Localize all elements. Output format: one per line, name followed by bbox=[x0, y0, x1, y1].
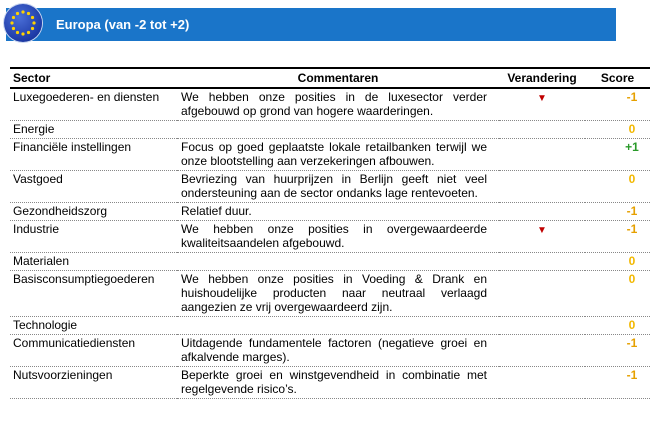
sector-cell: Materialen bbox=[10, 253, 177, 271]
score-cell bbox=[585, 253, 650, 271]
comment-cell bbox=[177, 253, 499, 271]
score-cell bbox=[585, 271, 650, 317]
star-icon bbox=[16, 12, 19, 15]
table-row bbox=[10, 253, 650, 271]
score-value: 0 bbox=[628, 318, 636, 332]
star-icon bbox=[27, 31, 30, 34]
sector-cell: Energie bbox=[10, 121, 177, 139]
sector-cell: Basisconsumptiegoederen bbox=[10, 271, 177, 317]
change-cell bbox=[499, 367, 585, 399]
table-row bbox=[10, 171, 650, 203]
star-icon bbox=[32, 21, 35, 24]
section-title: Europa (van -2 tot +2) bbox=[56, 17, 190, 32]
comment-cell: Focus op goed geplaatste lokale retailbanken terwijl we onze blootstelling aan verzekeringen afbouwen. bbox=[177, 139, 499, 171]
star-icon bbox=[12, 16, 15, 19]
score-value: 0 bbox=[628, 272, 636, 286]
table-row bbox=[10, 221, 650, 253]
table-row bbox=[10, 203, 650, 221]
score-cell bbox=[585, 203, 650, 221]
change-cell bbox=[499, 88, 585, 121]
sector-cell: Luxegoederen- en diensten bbox=[10, 88, 177, 121]
comment-cell: Bevriezing van huurprijzen in Berlijn geeft niet veel ondersteuning aan de sector ondanks lage rentevoeten. bbox=[177, 171, 499, 203]
star-icon bbox=[27, 12, 30, 15]
change-cell bbox=[499, 121, 585, 139]
score-cell bbox=[585, 367, 650, 399]
score-cell bbox=[585, 335, 650, 367]
column-header-comment: Commentaren bbox=[177, 68, 499, 88]
eu-flag-icon bbox=[4, 4, 42, 42]
comment-cell bbox=[177, 317, 499, 335]
score-value: -1 bbox=[626, 222, 638, 236]
star-icon bbox=[31, 27, 34, 30]
star-icon bbox=[21, 10, 24, 13]
comment-cell: Uitdagende fundamentele factoren (negatieve groei en afkalvende marges). bbox=[177, 335, 499, 367]
score-cell bbox=[585, 171, 650, 203]
comment-cell: Beperkte groei en winstgevendheid in combinatie met regelgevende risico’s. bbox=[177, 367, 499, 399]
star-icon bbox=[16, 31, 19, 34]
sector-cell: Industrie bbox=[10, 221, 177, 253]
score-value: -1 bbox=[626, 368, 638, 382]
sector-cell: Nutsvoorzieningen bbox=[10, 367, 177, 399]
change-cell bbox=[499, 203, 585, 221]
table-row bbox=[10, 317, 650, 335]
score-value: 0 bbox=[628, 122, 636, 136]
section-banner bbox=[6, 8, 616, 41]
comment-cell: We hebben onze posities in Voeding & Drank en huishoudelijke producten naar neutraal verlaagd aangezien ze vrij overgewaardeerd zijn. bbox=[177, 271, 499, 317]
change-cell bbox=[499, 271, 585, 317]
down-arrow-icon: ▼ bbox=[537, 225, 547, 236]
star-icon bbox=[31, 16, 34, 19]
score-cell bbox=[585, 88, 650, 121]
change-cell bbox=[499, 253, 585, 271]
column-header-sector: Sector bbox=[10, 68, 177, 88]
column-header-score: Score bbox=[585, 68, 650, 88]
comment-cell: We hebben onze posities in de luxesector verder afgebouwd op grond van hogere waarderingen. bbox=[177, 88, 499, 121]
change-cell bbox=[499, 139, 585, 171]
score-value: +1 bbox=[625, 140, 639, 154]
change-cell bbox=[499, 317, 585, 335]
score-value: -1 bbox=[626, 204, 638, 218]
table-row bbox=[10, 271, 650, 317]
table-row bbox=[10, 367, 650, 399]
comment-cell: We hebben onze posities in overgewaardeerde kwaliteitsaandelen afgebouwd. bbox=[177, 221, 499, 253]
star-icon bbox=[10, 21, 13, 24]
sector-cell: Technologie bbox=[10, 317, 177, 335]
table-row bbox=[10, 88, 650, 121]
score-value: -1 bbox=[626, 90, 638, 104]
score-value: -1 bbox=[626, 336, 638, 350]
sector-cell: Vastgoed bbox=[10, 171, 177, 203]
change-cell bbox=[499, 221, 585, 253]
score-value: 0 bbox=[628, 172, 636, 186]
sector-cell: Gezondheidszorg bbox=[10, 203, 177, 221]
comment-cell: Relatief duur. bbox=[177, 203, 499, 221]
score-cell bbox=[585, 139, 650, 171]
down-arrow-icon: ▼ bbox=[537, 93, 547, 104]
star-icon bbox=[21, 32, 24, 35]
score-cell bbox=[585, 221, 650, 253]
change-cell bbox=[499, 335, 585, 367]
sector-cell: Communicatiediensten bbox=[10, 335, 177, 367]
table-row bbox=[10, 121, 650, 139]
comment-cell bbox=[177, 121, 499, 139]
score-cell bbox=[585, 121, 650, 139]
sector-table bbox=[10, 67, 650, 399]
star-icon bbox=[12, 27, 15, 30]
score-cell bbox=[585, 317, 650, 335]
score-value: 0 bbox=[628, 254, 636, 268]
change-cell bbox=[499, 171, 585, 203]
sector-cell: Financiële instellingen bbox=[10, 139, 177, 171]
column-header-change: Verandering bbox=[499, 68, 585, 88]
table-row bbox=[10, 139, 650, 171]
table-row bbox=[10, 335, 650, 367]
table-header-row bbox=[10, 68, 650, 88]
